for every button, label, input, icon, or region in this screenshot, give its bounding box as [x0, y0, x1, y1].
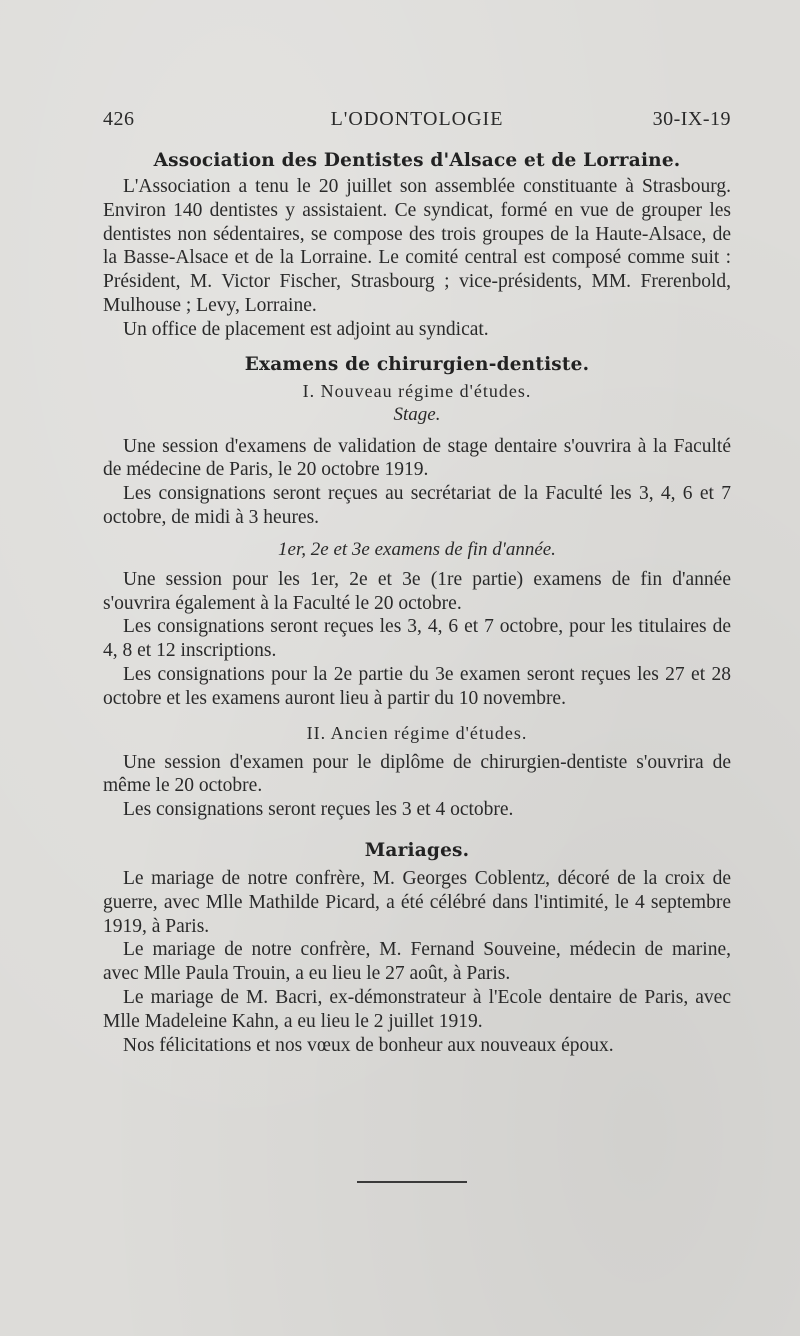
section-title-examens: Examens de chirurgien-dentiste. — [244, 353, 590, 375]
page-content — [103, 108, 731, 1057]
paragraph: Le mariage de notre confrère, M. Georges Coblentz, décoré de la croix de guerre, avec Mlle Mathilde Picard, a été célébré dans l'intimité, le 4 septembre 1919, à Paris. — [103, 867, 731, 937]
paragraph: Un office de placement est adjoint au syndicat. — [123, 318, 489, 340]
paragraph: Le mariage de notre confrère, M. Fernand Souveine, médecin de marine, avec Mlle Paula Trouin, a eu lieu le 27 août, à Paris. — [103, 939, 731, 985]
subheading-examens-fin-annee: 1er, 2e et 3e examens de fin d'année. — [278, 538, 556, 560]
paragraph: Les consignations pour la 2e partie du 3e examen seront reçues les 27 et 28 octobre et les examens auront lieu à partir du 10 novembre. — [103, 663, 731, 709]
running-head — [103, 108, 731, 142]
subheading-stage: Stage. — [393, 403, 441, 425]
section-title-mariages: Mariages. — [364, 839, 470, 861]
paragraph: Nos félicitations et nos vœux de bonheur aux nouveaux époux. — [123, 1034, 614, 1056]
page-number: 426 — [103, 108, 135, 130]
subheading-nouveau-regime: I. Nouveau régime d'études. — [302, 380, 532, 401]
subheading-ancien-regime: II. Ancien régime d'études. — [306, 722, 528, 743]
paragraph: L'Association a tenu le 20 juillet son assemblée constituante à Strasbourg. Environ 140 dentistes y assistaient. Ce syndicat, formé en vue de grouper les dentistes non sédentaires, se compose des trois groupes de la Haute-Alsace, de la Basse-Alsace et de la Lorraine. Le comité central est composé comme suit : Président, M. Victor Fischer, Strasbourg ; vice-présidents, MM. Frerenbold, Mulhouse ; Levy, Lorraine. — [103, 176, 731, 316]
paragraph: Une session pour les 1er, 2e et 3e (1re partie) examens de fin d'année s'ouvrira également à la Faculté le 20 octobre. — [103, 568, 731, 614]
paragraph: Les consignations seront reçues les 3, 4, 6 et 7 octobre, pour les titulaires de 4, 8 et 12 inscriptions. — [103, 616, 731, 662]
paragraph: Le mariage de M. Bacri, ex-démonstrateur à l'Ecole dentaire de Paris, avec Mlle Madeleine Kahn, a eu lieu le 2 juillet 1919. — [103, 986, 731, 1032]
paragraph: Les consignations seront reçues les 3 et 4 octobre. — [123, 799, 514, 821]
journal-title: L'ODONTOLOGIE — [330, 108, 504, 130]
issue-date: 30-IX-19 — [652, 108, 731, 130]
closing-rule — [357, 1181, 467, 1183]
paragraph: Les consignations seront reçues au secrétariat de la Faculté les 3, 4, 6 et 7 octobre, de midi à 3 heures. — [103, 483, 731, 528]
section-title-association: Association des Dentistes d'Alsace et de Lorraine. — [153, 150, 681, 171]
paragraph: Une session d'examen pour le diplôme de chirurgien-dentiste s'ouvrira de même le 20 octobre. — [103, 751, 731, 797]
paragraph: Une session d'examens de validation de stage dentaire s'ouvrira à la Faculté de médecine de Paris, le 20 octobre 1919. — [103, 435, 731, 481]
